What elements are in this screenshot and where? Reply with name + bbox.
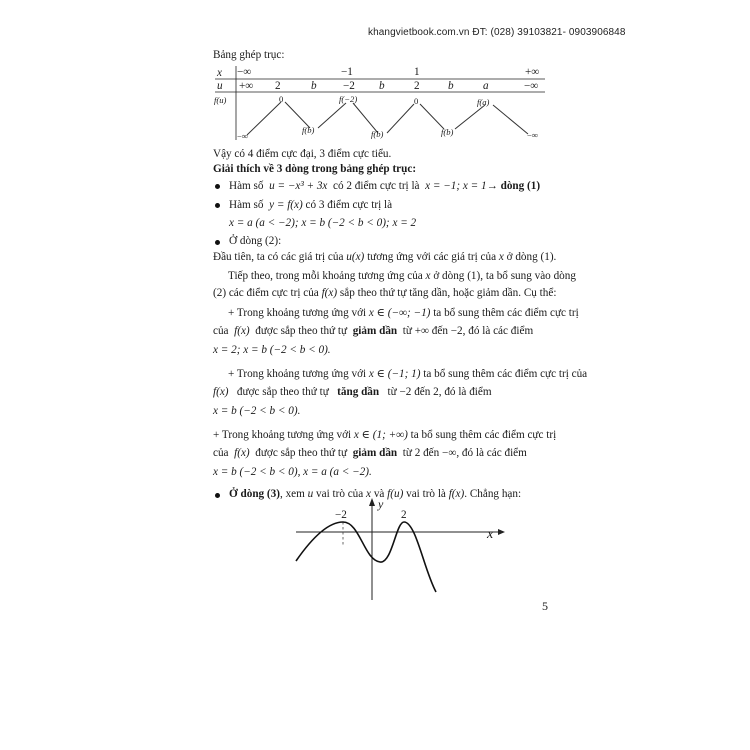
row-x-value: +∞ [525, 66, 540, 78]
paragraph-line: + Trong khoảng tương ứng với x ∈ (−1; 1) ta bổ sung thêm các điểm cực trị của [228, 368, 588, 380]
paragraph-line: của f(x) được sắp theo thứ tự giảm dần từ 2 đến −∞, đó là các điểm [213, 447, 527, 459]
row-f-label: f(u) [214, 95, 227, 105]
section-heading: Giải thích về 3 dòng trong bảng ghép trục: [213, 163, 417, 175]
paragraph-line: x = b (−2 < b < 0), x = a (a < −2). [213, 466, 372, 478]
y-axis-label: y [378, 497, 384, 511]
row-f-value: 0 [279, 94, 284, 104]
page-header: khangvietbook.com.vn ĐT: (028) 39103821- 0903906848 [368, 27, 626, 38]
row-u-value: b [379, 80, 385, 92]
row-x-label: x [217, 67, 222, 79]
paragraph-line: (2) các điểm cực trị của f(x) sắp theo thứ tự tăng dần, hoặc giảm dần. Cụ thể: [213, 287, 557, 299]
bullet-4: Ở dòng (3), xem u vai trò của x và f(u) vai trò là f(x). Chẳng hạn: [229, 488, 522, 500]
row-f-value: f(−2) [339, 94, 358, 104]
row-u-value: b [311, 80, 317, 92]
row-u-value: −2 [343, 80, 355, 92]
page-number: 5 [542, 599, 548, 613]
row-f-value: f(a) [477, 97, 490, 107]
row-x-value: −∞ [237, 66, 252, 78]
row-u-label: u [217, 80, 223, 92]
row-x-value: −1 [341, 66, 353, 78]
bullet-1: Hàm số u = −x³ + 3x có 2 điểm cực trị là x = −1; x = 1→ dòng (1) [229, 180, 541, 192]
x-axis-label: x [487, 527, 494, 542]
paragraph-line: Tiếp theo, trong mỗi khoảng tương ứng của x ở dòng (1), ta bổ sung vào dòng [228, 270, 576, 282]
row-f-value: f(b) [371, 129, 384, 139]
row-f-value: f(b) [441, 127, 454, 137]
row-f-value: f(b) [302, 125, 315, 135]
row-f-value: −∞ [237, 131, 248, 141]
paragraph-line: + Trong khoảng tương ứng với x ∈ (−∞; −1) ta bổ sung thêm các điểm cực trị [228, 307, 579, 319]
paragraph-line: + Trong khoảng tương ứng với x ∈ (1; +∞) ta bổ sung thêm các điểm cực trị [213, 429, 557, 441]
bullet-2-values: x = a (a < −2); x = b (−2 < b < 0); x = 2 [229, 217, 417, 229]
paragraph-line: f(x) được sắp theo thứ tự tăng dần từ −2 đến 2, đó là điểm [213, 386, 492, 398]
bullet-3: Ở dòng (2): [229, 235, 282, 247]
row-u-value: b [448, 80, 454, 92]
row-u-value: 2 [275, 80, 281, 92]
conclusion: Vậy có 4 điểm cực đại, 3 điểm cực tiểu. [213, 148, 392, 160]
paragraph-line: Đầu tiên, ta có các giá trị của u(x) tương ứng với các giá trị của x ở dòng (1). [213, 251, 557, 263]
row-f-value: 0 [414, 96, 419, 106]
row-u-value: +∞ [239, 80, 254, 92]
row-f-value: −∞ [527, 130, 538, 140]
row-u-value: a [483, 80, 489, 92]
row-x-value: 1 [414, 66, 420, 78]
tick-label: 2 [401, 509, 407, 521]
paragraph-line: x = b (−2 < b < 0). [213, 405, 301, 417]
table-title: Bảng ghép trục: [213, 49, 285, 61]
row-u-value: −∞ [524, 80, 539, 92]
row-u-value: 2 [414, 80, 420, 92]
paragraph-line: của f(x) được sắp theo thứ tự giảm dần từ +∞ đến −2, đó là các điểm [213, 325, 534, 337]
paragraph-line: x = 2; x = b (−2 < b < 0). [213, 344, 331, 356]
tick-label: −2 [335, 509, 347, 521]
bullet-2: Hàm số y = f(x) có 3 điểm cực trị là [229, 199, 393, 211]
